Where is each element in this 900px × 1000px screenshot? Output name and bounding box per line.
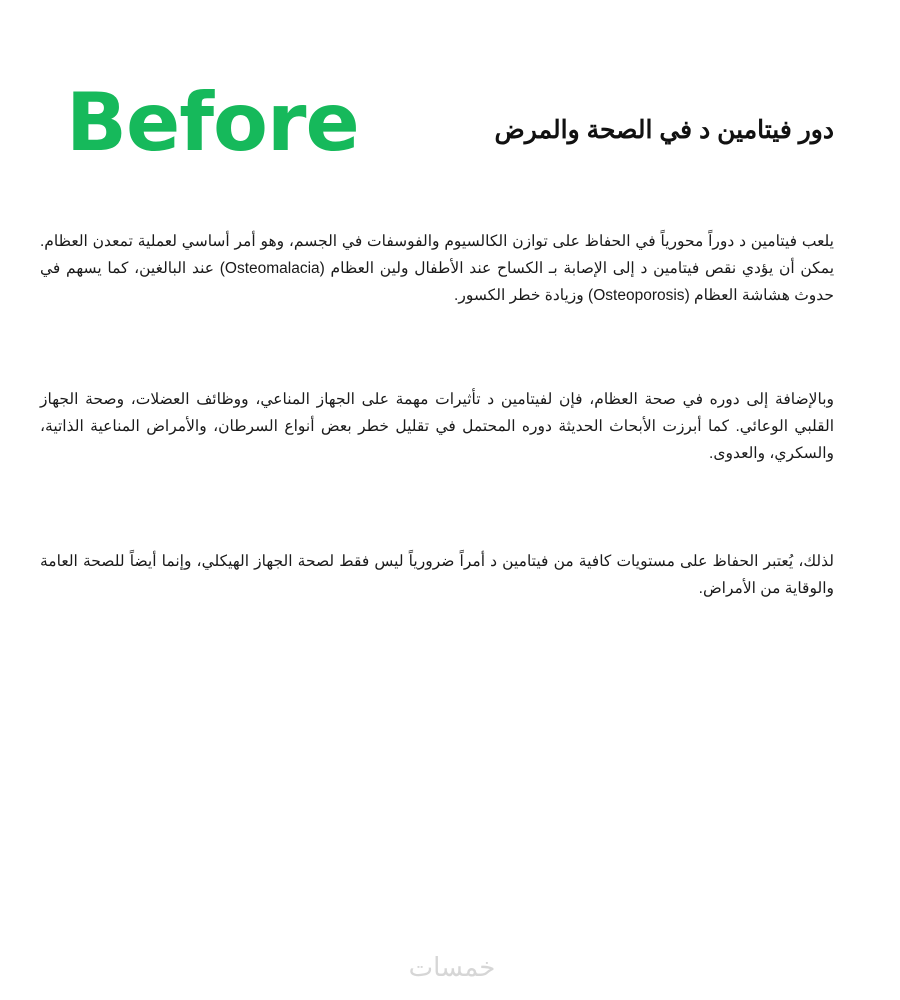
document-title: دور فيتامين د في الصحة والمرض bbox=[494, 116, 834, 144]
paragraph-conclusion: لذلك، يُعتبر الحفاظ على مستويات كافية من فيتامين د أمراً ضرورياً ليس فقط لصحة الجهاز الهيكلي، وإنما أيضاً للصحة العامة والوقاية من الأمراض. bbox=[40, 553, 834, 597]
paragraph-other-effects: وبالإضافة إلى دوره في صحة العظام، فإن لفيتامين د تأثيرات مهمة على الجهاز المناعي، ووظائف العضلات، وصحة الجهاز القلبي الوعائي. كما أبرزت الأبحاث الحديثة دوره المحتمل في تقليل خطر بعض أنواع السرطان، والأمراض المناعية الذاتية، والسكري، والعدوى. bbox=[40, 391, 834, 462]
watermark-logo: خمسات bbox=[408, 953, 496, 983]
before-label: Before bbox=[66, 76, 359, 169]
paragraph-bone-health: يلعب فيتامين د دوراً محورياً في الحفاظ على توازن الكالسيوم والفوسفات في الجسم، وهو أمر أساسي لعملية تمعدن العظام. يمكن أن يؤدي نقص فيتامين د إلى الإصابة بـ الكساح عند الأطفال ولين العظام (Osteomalacia) عند البالغين، كما يسهم في حدوث هشاشة العظام (Osteoporosis) وزيادة خطر الكسور. bbox=[40, 233, 835, 304]
